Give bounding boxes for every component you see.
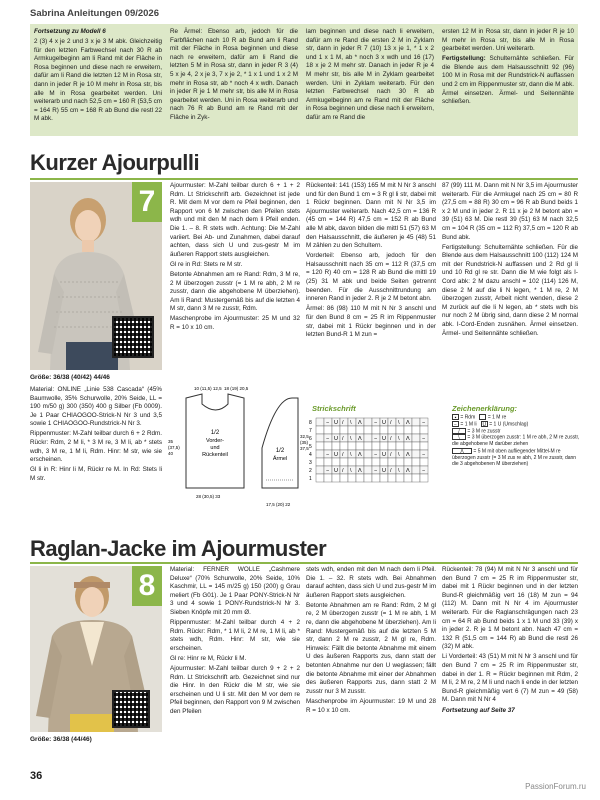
- svg-text:(35): (35): [300, 440, 309, 445]
- svg-text:28 (30,5) 33: 28 (30,5) 33: [196, 494, 221, 499]
- chart-cell: [380, 426, 388, 434]
- model8-continued[interactable]: Fortsetzung auf Seite 37: [442, 706, 515, 714]
- chart-cell: [372, 474, 380, 482]
- model8-abnahmen: Betonte Abnahmen am re Rand: Rdm, 2 M gl re, 2 M überzogen zusstr (= 1 M re abh, 1 M re, dann die abgehobene M überziehen). Am li Rand: Mustergemäß bis auf die letzten 5 M str, dann 2 M re zusstr, 2 M gl re, Rdm. Hinweis: Fällt die betonte Abnahme mit einem U des äußeren Rapports zus, dann statt der betonten Abnahme nur den U weglassen; fällt die betonte Abnahme mit einer der Abnahmen des äußeren Rapports zus, dann statt 2 M zusstr nur 3 M zusstr.: [306, 601, 436, 695]
- top-col4-head: Fertigstellung:: [442, 55, 486, 63]
- top-col3-text: lam beginnen und diese nach li erweitern, dafür am re Rand die ersten 2 M in Zyklam str, dann in jeder R 7 (10) 13 x je 1, * 1 x 2 und 1 x 1 M, ab * noch 3 x wdh und 16 (17) 18 x je 2 M mehr str. Danach in jeder R je 4 M mehr str, bis alle M in Zyklam gearbeitet werden. Uni in Zyklam weiterarb. Für den letzten Farbwechsel nach 30 R ab Armkugelbeginn am re Rand mit der Fläche in Rosa beginnen und diese nach li erweitern, dafür am re Rand die: [306, 28, 434, 121]
- model8-size: Größe: 36/38 (44/46): [30, 736, 92, 743]
- chart-symbol: /: [390, 420, 392, 426]
- model7-qr-code[interactable]: [112, 316, 154, 358]
- chart-cell: [372, 426, 380, 434]
- chart-cell: [412, 474, 420, 482]
- legend-item-li: − = 1 M li U = 1 U (Umschlag): [452, 421, 580, 428]
- chart-cell: [396, 442, 404, 450]
- model8-maschenprobe: Maschenprobe im Ajourmuster: 19 M und 28 R = 10 x 10 cm.: [306, 697, 436, 714]
- chart-cell: [380, 474, 388, 482]
- model7-title: Kurzer Ajourpulli: [30, 150, 200, 175]
- chart-cell: [420, 458, 428, 466]
- chart-symbol: /: [342, 452, 344, 458]
- chart-cell: [420, 426, 428, 434]
- legend-item-3re: / = 3 M re zusstr: [452, 428, 580, 435]
- chart-row-label: 5: [309, 444, 312, 450]
- chart-symbol: −: [374, 420, 378, 426]
- chart-symbol: −: [422, 452, 426, 458]
- chart-cell: [412, 450, 420, 458]
- model7-glre: Gl re in Rd: Stets re M str.: [170, 260, 243, 268]
- chart-symbol: −: [326, 420, 330, 426]
- top-col-3: [306, 28, 434, 124]
- chart-cell: [348, 458, 356, 466]
- chart-row-label: 6: [309, 436, 312, 442]
- svg-text:37,5: 37,5: [300, 446, 309, 451]
- legend-item-5zus: Λ = 5 M mit oben aufliegender Mittel-M re überzogen zusstr (= 3 M zus re abh, 2 M re zusstr, dann die 3 abgehobenen M überziehen): [452, 448, 577, 468]
- page-header: Sabrina Anleitungen 09/2026: [30, 8, 159, 19]
- model8-qr-code[interactable]: [112, 690, 150, 728]
- chart-row-label: 8: [309, 420, 312, 426]
- chart-symbol: Λ: [358, 436, 362, 442]
- chart-symbol: Λ: [358, 452, 362, 458]
- page-number: 36: [30, 770, 43, 782]
- chart-symbol: −: [326, 468, 330, 474]
- svg-text:40: 40: [168, 451, 174, 456]
- legend-item-rdm: ▪ = Rdm = 1 M re: [452, 414, 580, 421]
- chart-symbol: U: [334, 420, 338, 426]
- chart-symbol: \: [398, 468, 400, 474]
- model7-col-1: [30, 386, 162, 485]
- chart-symbol: −: [374, 452, 378, 458]
- chart-cell: [340, 426, 348, 434]
- chart-symbol: U: [382, 436, 386, 442]
- chart-cell: [332, 426, 340, 434]
- chart-row-label: 1: [309, 476, 312, 482]
- chart-cell: [404, 442, 412, 450]
- chart-cell: [316, 458, 324, 466]
- chart-cell: [356, 474, 364, 482]
- model7-material: Material: ONLINE „Linie 538 Cascada“ (45% Baumwolle, 35% Schurwolle, 20% Seide, LL = 190 m/50 g) 300 (350) 400 g Silber (Fb 0009). Je 1 Paar CHIAOGOO-Strick-N Nr 3 und 3,5 sowie 1 CHIAOGOO-Rundstrick-N Nr 3.: [30, 386, 162, 428]
- chart-symbol: /: [390, 436, 392, 442]
- chart-cell: [356, 426, 364, 434]
- chart-cell: [412, 458, 420, 466]
- chart-cell: [324, 458, 332, 466]
- chart-cell: [364, 426, 372, 434]
- model7-vorderteil: Vorderteil: Ebenso arb, jedoch für den Halsausschnitt nach 35 cm = 112 R (37,5 cm = 120 R) 40 cm = 128 R ab Bund die mittl 19 (25) 31 M abk und beide Seiten getrennt beenden. Für die Ausschnittrundung am inneren Rand in jeder 2. R je 2 M betont abn.: [306, 252, 436, 303]
- model7-col-2: [170, 182, 300, 334]
- chart-symbol: U: [382, 420, 386, 426]
- chart-symbol: \: [350, 452, 352, 458]
- chart-symbol: \: [398, 436, 400, 442]
- chart-cell: [316, 450, 324, 458]
- chart-symbol: Λ: [358, 420, 362, 426]
- svg-text:Ärmel: Ärmel: [272, 456, 288, 462]
- top-col-1: [34, 28, 162, 126]
- chart-cell: [356, 458, 364, 466]
- chart-symbol: \: [350, 420, 352, 426]
- chart-cell: [332, 458, 340, 466]
- chart-row-label: 4: [309, 452, 312, 458]
- chart-cell: [316, 442, 324, 450]
- svg-text:10 (11,5) 12,5: 10 (11,5) 12,5: [194, 386, 222, 391]
- chart-cell: [412, 466, 420, 474]
- top-col4b-text: Schulternähte schließen. Für die Blende aus dem Halsausschnitt 92 (96) 100 M in Rosa mit der Rundstrick-N auffassen und 2 cm im Rippenmuster str, dann die M abk. Ärmel einsetzen. Ärmel- und Seitennähte schließen.: [442, 55, 574, 106]
- svg-text:und: und: [210, 445, 220, 451]
- chart-cell: [420, 442, 428, 450]
- chart-symbol: /: [342, 420, 344, 426]
- model7-size: Größe: 36/38 (40/42) 44/46: [30, 374, 110, 381]
- model8-material: Material: FERNER WOLLE „Cashmere Deluxe“ (70% Schurwolle, 20% Seide, 10% Kaschmir, LL = 145 m/25 g) 150 (200) g Grau meliert (Fb G01). Je 1 Paar PONY-Strick-N Nr 3 und 4 sowie 1 PONY-Rundstrick-N Nr 3. Sieben Knöpfe mit 20 mm Ø.: [170, 566, 300, 616]
- model7-aermel: Ärmel: 86 (98) 110 M mit N Nr 3 anschl und für den Bund 8 cm = 25 R im Rippenmuster str, dabei mit 1 Rückr beginnen und in der letzten Bund-R 1 M zun =: [306, 305, 436, 339]
- model8-glre: Gl re: Hinr re M, Rückr li M.: [170, 654, 247, 662]
- chart-cell: [348, 442, 356, 450]
- chart-cell: [364, 418, 372, 426]
- chart-cell: [380, 442, 388, 450]
- legend-item-3ueberz: \ = 3 M überzogen zusstr: 1 M re abh, 2 M re zusstr, die abgehobene M darüber ziehen: [452, 434, 580, 448]
- chart-cell: [316, 418, 324, 426]
- chart-symbol: /: [342, 436, 344, 442]
- chart-cell: [348, 474, 356, 482]
- chart-cell: [404, 426, 412, 434]
- chart-symbol: −: [422, 468, 426, 474]
- model7-armkugel: 87 (99) 111 M. Dann mit N Nr 3,5 im Ajourmuster weiterarb. Für die Armkugel nach 25 cm = 80 R (27,5 cm = 88 R) 30 cm = 96 R ab Bund beids 1 x 2 M und in jeder 2. R 11 x je 2 M betont abn = 39 (51) 63 M. Die restl 39 (51) 63 M nach 32,5 cm = 104 R (35 cm = 112 R) 37,5 cm = 120 R ab Bund abk.: [442, 182, 578, 241]
- chart-cell: [364, 434, 372, 442]
- chart-symbol: −: [422, 420, 426, 426]
- chart-symbol: U: [334, 436, 338, 442]
- model8-rippen: Rippenmuster: M-Zahl teilbar durch 4 + 2 Rdm. Rückr: Rdm, * 1 M li, 2 M re, 1 M li, ab * stets wdh, Rdm. Hinr: M str, wie sie erscheinen.: [170, 619, 300, 652]
- chart-title: Strickschrift: [312, 404, 356, 413]
- chart-cell: [396, 426, 404, 434]
- chart-cell: [380, 458, 388, 466]
- chart-cell: [340, 442, 348, 450]
- chart-cell: [412, 426, 420, 434]
- chart-symbol: \: [350, 468, 352, 474]
- chart-symbol: −: [326, 452, 330, 458]
- svg-text:32,5: 32,5: [300, 434, 309, 439]
- stitch-chart: [306, 414, 446, 492]
- top-col2-text: Re Ärmel: Ebenso arb, jedoch für die Farbflächen nach 10 R ab Bund am li Rand mit der Fläche in Rosa beginnen und diese nach re erweitern, dafür am li Rand die letzten 5 M in Rosa str, dann in jeder R 3 (4) 5 x je 4, 2 x je 3, 7 x je 2, * 1 x 1 und 1 x 2 M mehr in Rosa str, ab * noch 4 x wdh. Danach in jeder R je 1 M mehr str, bis alle M in Rosa gearbeitet werden. Uni in Rosa weiterarb und nach 76 R ab Bund am re Rand mit der Fläche in Zyk-: [170, 28, 298, 121]
- model7-rueckenteil: Rückenteil: 141 (153) 165 M mit N Nr 3 anschl und für den Bund 1 cm = 3 R gl li str, dabei mit 1 Rückr beginnen. Dann mit N Nr 3,5 im Ajourmuster weiterarb. Nach 42,5 cm = 136 R (45 cm = 144 R) 47,5 cm = 152 R ab Bund alle M abk, davon bilden die mittl 51 (57) 63 M den Halsausschnitt, die äußeren je 45 (48) 51 M zählen zu den Schultern.: [306, 182, 436, 250]
- model7-col-4: [442, 182, 578, 340]
- chart-row-label: 2: [309, 468, 312, 474]
- chart-symbol: U: [334, 452, 338, 458]
- model8-title: Raglan-Jacke im Ajourmuster: [30, 536, 327, 561]
- model7-schematic: [166, 378, 316, 508]
- chart-symbol: Λ: [406, 420, 410, 426]
- model8-col-2: [170, 566, 300, 718]
- chart-cell: [388, 426, 396, 434]
- chart-cell: [332, 474, 340, 482]
- chart-symbol: Λ: [406, 452, 410, 458]
- model8-ajour: Ajourmuster: M-Zahl teilbar durch 9 + 2 + 2 Rdm. Lt Strickschrift arb. Gezeichnet sind nur die Hinr. In den Rückr die M str, wie sie erscheinen und U li str. Mit den M vor dem re Pfeil beginnen, den Rapport von 9 M zwischen den Pfeilen: [170, 665, 300, 715]
- model8-col3-text: stets wdh, enden mit den M nach dem li Pfeil. Die 1. – 32. R stets wdh. Bei Abnahmen darauf achten, dass sich U und zus-gestr M im äußeren Rapport stets ausgleichen.: [306, 566, 436, 599]
- chart-cell: [420, 474, 428, 482]
- chart-cell: [388, 442, 396, 450]
- chart-cell: [316, 434, 324, 442]
- chart-cell: [404, 474, 412, 482]
- chart-cell: [324, 426, 332, 434]
- chart-cell: [348, 426, 356, 434]
- model7-rule: [30, 178, 578, 180]
- chart-symbol: U: [382, 452, 386, 458]
- chart-symbol: −: [374, 468, 378, 474]
- svg-text:1/2: 1/2: [275, 448, 285, 454]
- chart-cell: [364, 466, 372, 474]
- chart-symbol: −: [422, 436, 426, 442]
- svg-text:Vorder-: Vorder-: [205, 438, 225, 444]
- model7-fertigstellung: Fertigstellung: Schulternähte schließen. Für die Blende aus dem Halsausschnitt 100 (112) 124 M mit der Rundstrick-N auffassen und 2 Rd gl li und 10 Rd gl re str. Dann die M wie folgt als I-Cord abk: 2 M dazu anschl = 102 (114) 126 M, diese 2 M auf die li N legen, * 1 M re, 2 M überzogen zusstr, Arbeit nicht wenden, diese 2 M zurück auf die li N legen, ab * stets wdh bis nur noch 2 M übrig sind, dann diese 2 M normal abk. I-Cord-Enden zusnähen. Ärmel einsetzen. Ärmel- und Seitennähte schließen.: [442, 243, 578, 337]
- chart-symbol: U: [334, 468, 338, 474]
- chart-cell: [316, 474, 324, 482]
- chart-cell: [396, 474, 404, 482]
- model8-vorderteil: Li Vorderteil: 43 (51) M mit N Nr 3 anschl und für den Bund 7 cm = 25 R im Rippenmuster str, dabei in der 1. R = Rückr beginnen mit Rdm, 2 M li, 2 M re, 2 M li und nach li ende in der letzten Bund-R gleichmäßig vert 6 (7) M zun = 49 (58) M. Dann mit N Nr 4: [442, 653, 578, 704]
- chart-symbol: \: [398, 452, 400, 458]
- chart-cell: [412, 418, 420, 426]
- svg-text:35: 35: [168, 439, 174, 444]
- model8-number: 8: [132, 566, 162, 606]
- chart-symbol: /: [390, 468, 392, 474]
- model8-col-4: [442, 566, 578, 717]
- model7-abnahmen: Betonte Abnahmen am re Rand: Rdm, 3 M re, 2 M überzogen zusstr (= 1 M re abh, 2 M re zusstr, dann die abgehobene M überziehen). Am li Rand: Mustergemäß bis auf die letzten 4 M str, dann 3 M re zusstr, Rdm.: [170, 270, 300, 313]
- svg-text:Rückenteil: Rückenteil: [202, 452, 228, 458]
- chart-cell: [412, 434, 420, 442]
- chart-row-label: 7: [309, 428, 312, 434]
- model8-rule: [30, 562, 578, 564]
- chart-symbol: /: [342, 468, 344, 474]
- chart-symbol: Λ: [406, 436, 410, 442]
- chart-cell: [364, 458, 372, 466]
- svg-text:1/2: 1/2: [210, 430, 220, 436]
- chart-cell: [364, 450, 372, 458]
- chart-cell: [388, 458, 396, 466]
- legend: [452, 414, 580, 532]
- chart-symbol: Λ: [358, 468, 362, 474]
- model8-col-3: [306, 566, 436, 717]
- top-col1-text: 2 (3) 4 x je 2 und 3 x je 3 M abk. Gleichzeitig für den letzten Farbwechsel nach 30 R ab Armkugelbeginn am li Rand mit der Fläche in Rosa beginnen und diese nach re erweitern, dafür am li Rand die letzten 12 M in Rosa str, dann in jeder R je 10 M mehr in Rosa str, bis alle M in Rosa gearbeitet werden. Uni weiterarb und nach 52,5 cm = 160 R (53,5 cm = 164 R) 55 cm = 168 R ab Bund die restl 22 M abk.: [34, 38, 162, 123]
- chart-symbol: U: [382, 468, 386, 474]
- top-col4-text: ersten 12 M in Rosa str, dann in jeder R je 10 M mehr in Rosa str, bis alle M in Rosa gearbeitet werden. Uni weiterarb.: [442, 28, 574, 53]
- chart-symbol: \: [350, 436, 352, 442]
- chart-symbol: −: [374, 436, 378, 442]
- chart-symbol: Λ: [406, 468, 410, 474]
- chart-symbol: /: [390, 452, 392, 458]
- chart-cell: [364, 442, 372, 450]
- chart-cell: [356, 442, 364, 450]
- model7-ajour: Ajourmuster: M-Zahl teilbar durch 6 + 1 + 2 Rdm. Lt Strickschrift arb. Gezeichnet ist jede R. Mit dem M vor dem re Pfeil beginnen, den Rapport von 6 M zwischen den Pfeilen stets wdh und mit den M nach dem li Pfeil enden. Die 1. – 8. R stets wdh. Achtung: Die M-Zahl variiert. Bei Ab- und Zunahmen, dabei darauf achten, dass sich U und zus-gestr M im äußeren Rapport stets ausgleichen.: [170, 182, 300, 258]
- chart-cell: [340, 458, 348, 466]
- chart-symbol: −: [326, 436, 330, 442]
- model7-rippen: Rippenmuster: M-Zahl teilbar durch 6 + 2 Rdm. Rückr: Rdm, 2 M li, * 3 M re, 3 M li, ab * stets wdh, 3 M re, 1 M li, Rdm. Hinr: M str, wie sie erscheinen.: [30, 430, 162, 464]
- chart-cell: [340, 474, 348, 482]
- top-col-2: [170, 28, 298, 124]
- chart-cell: [324, 442, 332, 450]
- chart-cell: [332, 442, 340, 450]
- chart-cell: [372, 458, 380, 466]
- svg-text:17,5 (20) 22: 17,5 (20) 22: [266, 502, 291, 507]
- chart-cell: [404, 458, 412, 466]
- chart-cell: [316, 466, 324, 474]
- model7-maschenprobe: Maschenprobe im Ajourmuster: 25 M und 32 R = 10 x 10 cm.: [170, 315, 300, 331]
- model8-rueckenteil: Rückenteil: 78 (94) M mit N Nr 3 anschl und für den Bund 7 cm = 25 R im Rippenmuster str, dabei mit 1 Rückr beginnen und in der letzten Bund-R gleichmäßig vert 16 (18) M zun = 94 (112) M. Dann mit N Nr 4 im Ajourmuster weiterarb. Für die Raglanschrägungen nach 23 cm = 64 R ab Bund beids 1 x 1 M und 33 (39) x in jeder 2. R je 1 M betont abn. Nach 47 cm = 132 R (51,5 cm = 144 R) ab Bund die restl 26 (32) M abk.: [442, 566, 578, 651]
- chart-symbol: \: [398, 420, 400, 426]
- continuation-head: Fortsetzung zu Modell 6: [34, 28, 106, 35]
- chart-row-label: 3: [309, 460, 312, 466]
- chart-cell: [364, 474, 372, 482]
- chart-cell: [388, 474, 396, 482]
- chart-cell: [316, 426, 324, 434]
- watermark: PassionForum.ru: [525, 782, 586, 791]
- legend-title: Zeichenerklärung:: [452, 404, 518, 413]
- svg-text:18 (19) 20,5: 18 (19) 20,5: [224, 386, 249, 391]
- top-col-4: [442, 28, 574, 108]
- chart-cell: [412, 442, 420, 450]
- model7-glli: Gl li in R: Hinr li M, Rückr re M. In Rd: Stets li M str.: [30, 466, 162, 482]
- model7-number: 7: [132, 182, 162, 222]
- chart-cell: [324, 474, 332, 482]
- model7-col-3: [306, 182, 436, 341]
- chart-cell: [396, 458, 404, 466]
- chart-cell: [372, 442, 380, 450]
- svg-text:(37,5): (37,5): [168, 445, 180, 450]
